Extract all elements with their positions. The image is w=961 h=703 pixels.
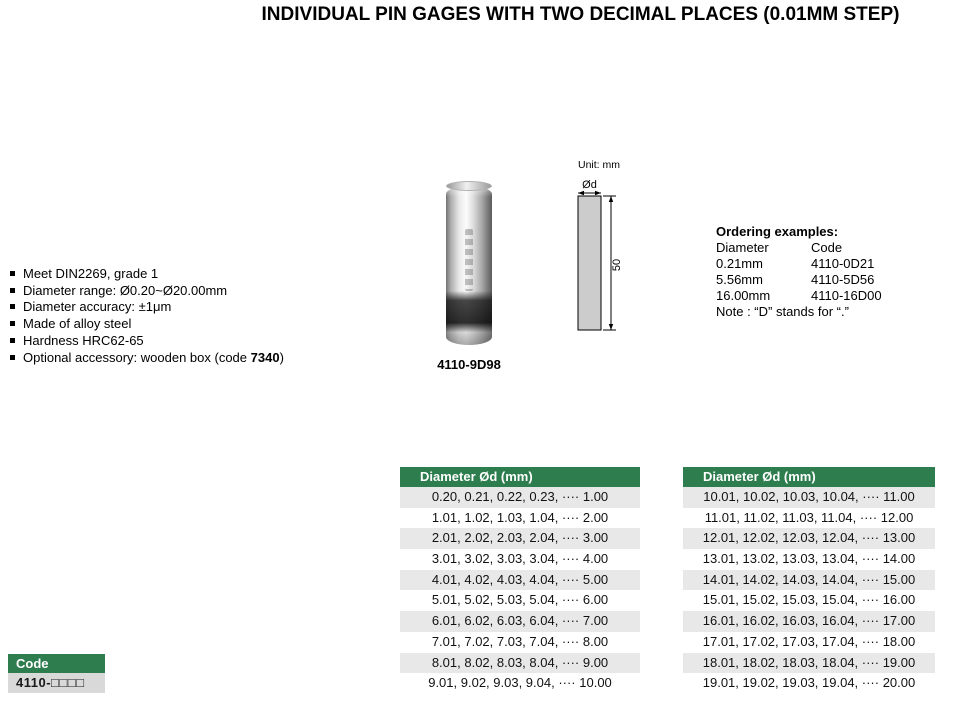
pin-top-face	[446, 181, 492, 191]
pin-model-label: 4110-9D98	[437, 357, 501, 372]
bullet-square-icon	[10, 271, 15, 276]
table-row: 7.01, 7.02, 7.03, 7.04, ···· 8.00	[431, 633, 609, 649]
ordering-code: 4110-16D00	[811, 288, 882, 303]
ordering-examples	[716, 224, 882, 320]
ordering-col-code: Code	[811, 240, 843, 255]
table-row: 10.01, 10.02, 10.03, 10.04, ···· 11.00	[683, 487, 935, 508]
pin-side-view-rect	[578, 196, 601, 330]
ordering-row	[716, 288, 882, 304]
size-table-2	[683, 467, 935, 694]
feature-text-prefix: Optional accessory: wooden box (code	[23, 349, 251, 365]
table-row: 1.01, 1.02, 1.03, 1.04, ···· 2.00	[431, 509, 609, 525]
pin-photo	[446, 181, 492, 345]
table-header: Diameter Ød (mm)	[683, 467, 935, 487]
ordering-code: 4110-5D56	[811, 272, 875, 287]
table-header: Diameter Ød (mm)	[400, 467, 640, 487]
feature-item	[10, 282, 284, 299]
feature-text-suffix: )	[279, 349, 284, 365]
ordering-title: Ordering examples:	[716, 224, 839, 239]
feature-item	[10, 349, 284, 366]
bullet-square-icon	[10, 321, 15, 326]
feature-text: Hardness HRC62-65	[23, 333, 144, 349]
ordering-row	[716, 256, 882, 272]
feature-item	[10, 265, 284, 282]
ordering-code: 4110-0D21	[811, 256, 875, 271]
ordering-diameter: 0.21mm	[716, 256, 763, 271]
page-title: INDIVIDUAL PIN GAGES WITH TWO DECIMAL PLACES (0.01MM STEP)	[261, 4, 900, 25]
dimension-drawing	[562, 152, 634, 338]
feature-item	[10, 299, 284, 316]
table-row: 2.01, 2.02, 2.03, 2.04, ···· 3.00	[400, 528, 640, 549]
table-row: 8.01, 8.02, 8.03, 8.04, ···· 9.00	[400, 653, 640, 674]
table-row: 0.20, 0.21, 0.22, 0.23, ···· 1.00	[400, 487, 640, 508]
table-row: 13.01, 13.02, 13.03, 13.04, ···· 14.00	[702, 551, 916, 567]
table-row: 5.01, 5.02, 5.03, 5.04, ···· 6.00	[431, 592, 609, 608]
size-table-1	[400, 467, 640, 694]
length-dim-label: 50	[611, 258, 623, 272]
ordering-diameter: 16.00mm	[716, 288, 771, 303]
table-row: 3.01, 3.02, 3.03, 3.04, ···· 4.00	[431, 551, 609, 567]
table-row: 18.01, 18.02, 18.03, 18.04, ···· 19.00	[683, 653, 935, 674]
diameter-dim-arrows	[578, 191, 601, 195]
table-row: 12.01, 12.02, 12.03, 12.04, ···· 13.00	[683, 528, 935, 549]
bullet-square-icon	[10, 355, 15, 360]
feature-text: Diameter range: Ø0.20~Ø20.00mm	[23, 282, 228, 298]
table-row: 9.01, 9.02, 9.03, 9.04, ···· 10.00	[428, 675, 612, 691]
table-row: 4.01, 4.02, 4.03, 4.04, ···· 5.00	[400, 570, 640, 591]
feature-text: Made of alloy steel	[23, 316, 132, 332]
feature-text: Diameter accuracy: ±1μm	[23, 299, 172, 315]
ordering-note: Note : “D” stands for “.”	[716, 304, 849, 319]
bullet-square-icon	[10, 338, 15, 343]
table-row: 11.01, 11.02, 11.03, 11.04, ···· 12.00	[704, 509, 914, 525]
table-row: 6.01, 6.02, 6.03, 6.04, ···· 7.00	[400, 611, 640, 632]
pin-engraving	[465, 229, 473, 291]
ordering-header-row	[716, 240, 882, 256]
feature-text	[23, 350, 284, 365]
table-row: 16.01, 16.02, 16.03, 16.04, ···· 17.00	[683, 611, 935, 632]
code-panel-value: 4110-□□□□	[8, 673, 105, 693]
features-list	[10, 265, 284, 366]
ordering-row	[716, 272, 882, 288]
table-row: 15.01, 15.02, 15.03, 15.04, ···· 16.00	[702, 592, 916, 608]
code-panel	[8, 654, 105, 693]
feature-text-bold: 7340	[250, 349, 280, 365]
feature-text: Meet DIN2269, grade 1	[23, 265, 159, 281]
table-row: 19.01, 19.02, 19.03, 19.04, ···· 20.00	[702, 675, 916, 691]
ordering-diameter: 5.56mm	[716, 272, 763, 287]
feature-item	[10, 332, 284, 349]
diameter-dim-label: Ød	[582, 179, 597, 191]
ordering-col-diameter: Diameter	[716, 240, 769, 255]
bullet-square-icon	[10, 288, 15, 293]
table-row: 14.01, 14.02, 14.03, 14.04, ···· 15.00	[683, 570, 935, 591]
feature-item	[10, 315, 284, 332]
bullet-square-icon	[10, 304, 15, 309]
unit-label: Unit: mm	[578, 159, 620, 171]
table-row: 17.01, 17.02, 17.03, 17.04, ···· 18.00	[702, 633, 916, 649]
code-panel-header: Code	[8, 654, 105, 673]
